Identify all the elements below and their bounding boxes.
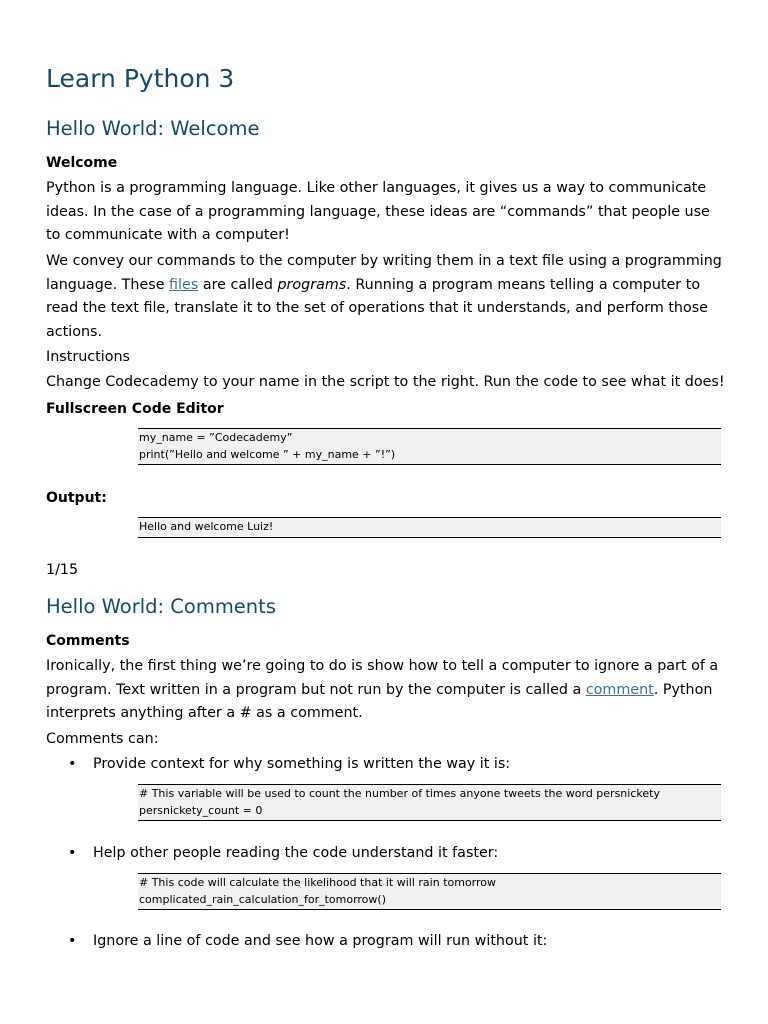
paragraph-text: . Running a program means telling a computer to read the text file, translate it to the set of operations that it understands, and perform those actions.	[46, 276, 708, 340]
document-title: Learn Python 3	[46, 64, 235, 93]
welcome-paragraph-1: Python is a programming language. Like other languages, it gives us a way to communicate ideas. In the case of a programming language, these ideas are “commands” that people use to communicate with a computer!	[46, 180, 710, 244]
list-item-text: Ignore a line of code and see how a program will run without it:	[93, 933, 548, 949]
section-heading-welcome: Hello World: Welcome	[46, 117, 260, 140]
output-line: Hello and welcome Luiz!	[139, 520, 274, 533]
output-label: Output:	[46, 490, 107, 506]
code-line: complicated_rain_calculation_for_tomorrow()	[139, 892, 386, 906]
instructions-label: Instructions	[46, 349, 130, 365]
paragraph-text: Ironically, the first thing we’re going to do is show how to tell a computer to ignore a part of a program. Text written in a program but not run by the computer is called a	[46, 658, 719, 698]
code-line: persnickety_count = 0	[139, 803, 263, 817]
list-item-text: Help other people reading the code understand it faster:	[93, 845, 499, 861]
code-block	[138, 428, 721, 465]
files-link[interactable]: files	[169, 276, 199, 293]
bullet-glyph: •	[68, 845, 77, 861]
list-item-text: Provide context for why something is written the way it is:	[93, 756, 511, 772]
code-line: my_name = ”Codecademy”	[139, 431, 293, 444]
code-line: # This code will calculate the likelihood that it will rain tomorrow	[139, 876, 497, 889]
programs-emphasis: programs	[277, 276, 347, 293]
instructions-text: Change Codecademy to your name in the script to the right. Run the code to see what it does!	[46, 374, 725, 390]
code-editor-label: Fullscreen Code Editor	[46, 401, 224, 417]
code-line: # This variable will be used to count the number of times anyone tweets the word persnickety	[139, 787, 660, 800]
output-block	[138, 517, 721, 538]
comments-label: Comments	[46, 633, 130, 649]
section-heading-comments: Hello World: Comments	[46, 595, 276, 618]
welcome-label: Welcome	[46, 155, 118, 171]
comments-paragraph	[46, 655, 722, 726]
page-counter: 1/15	[46, 562, 79, 578]
paragraph-text: are called	[198, 276, 278, 293]
welcome-paragraph-2	[46, 250, 722, 344]
paragraph-text: . Python interprets anything after a # as a comment.	[46, 681, 713, 722]
comment-link[interactable]: comment	[585, 681, 654, 698]
paragraph-text: We convey our commands to the computer by writing them in a text file using a programming language. These	[46, 253, 722, 293]
code-block	[138, 873, 721, 910]
code-block	[138, 784, 721, 821]
bullet-glyph: •	[68, 756, 77, 772]
comments-can-text: Comments can:	[46, 731, 159, 747]
code-line: print(”Hello and welcome ” + my_name + ”!”)	[139, 447, 396, 461]
bullet-glyph: •	[68, 933, 77, 949]
